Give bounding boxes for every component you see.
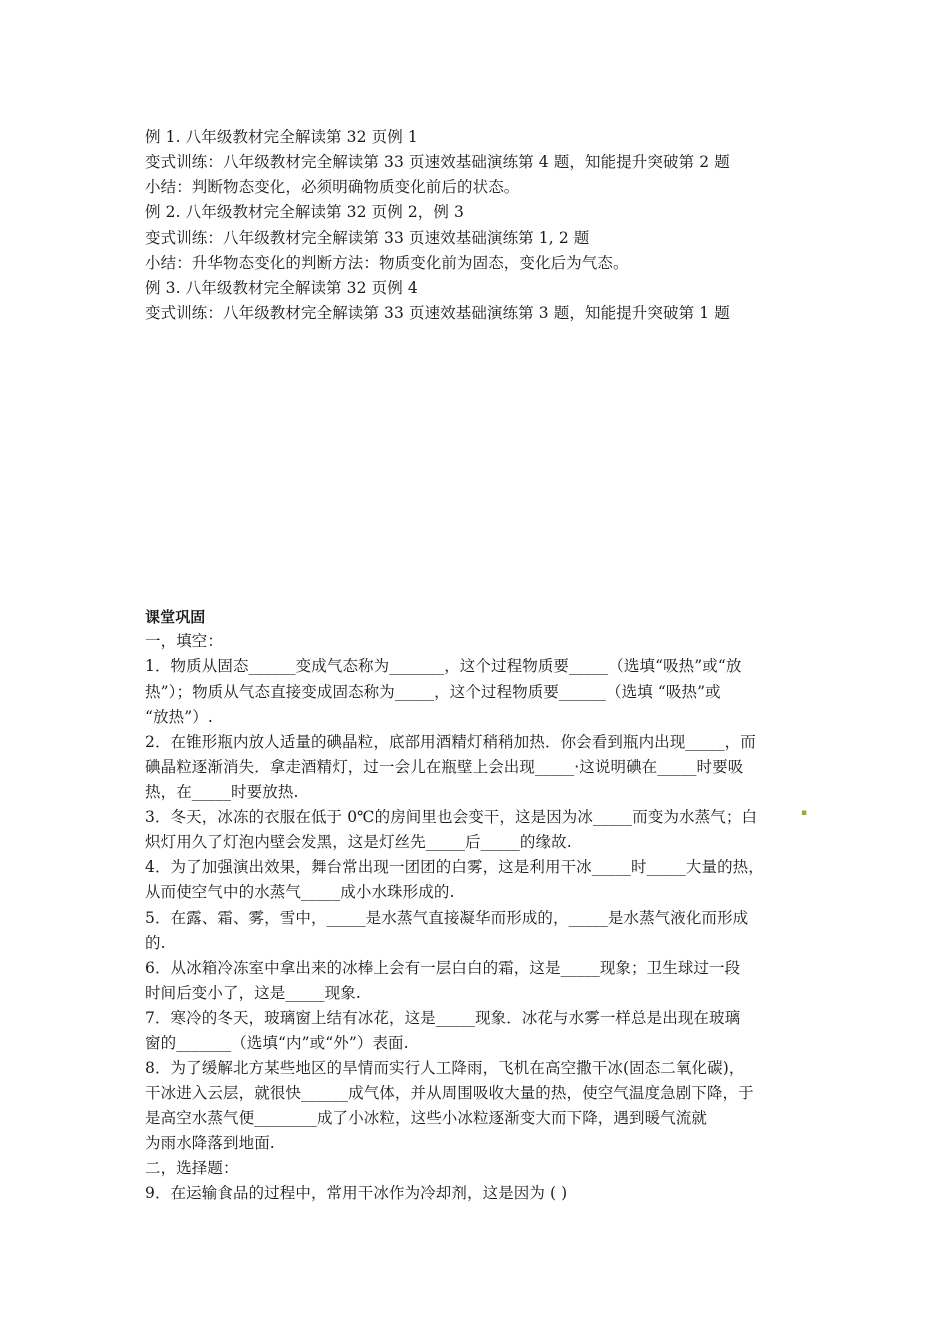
variant-training-1: 变式训练：八年级教材完全解读第 33 页速效基础演练第 4 题，知能提升突破第 2 题 xyxy=(145,153,730,171)
section-title: 课堂巩固 xyxy=(145,608,206,626)
question-5-line-1: 5．在露、霜、雾，雪中，_____是水蒸气直接凝华而形成的，_____是水蒸气液化而形成 xyxy=(145,909,749,927)
question-6-line-1: 6．从冰箱冷冻室中拿出来的冰棒上会有一层白白的霜，这是_____现象；卫生球过一段 xyxy=(145,959,741,977)
variant-training-2: 变式训练：八年级教材完全解读第 33 页速效基础演练第 1, 2 题 xyxy=(145,229,590,247)
question-3-line-2: 炽灯用久了灯泡内壁会发黑，这是灯丝先_____后_____的缘故. xyxy=(145,833,572,851)
question-8-line-3: 是高空水蒸气便________成了小冰粒，这些小冰粒逐渐变大而下降，遇到暖气流就 xyxy=(145,1109,708,1127)
summary-1: 小结：判断物态变化，必须明确物质变化前后的状态。 xyxy=(145,178,520,196)
question-8-line-2: 干冰进入云层，就很快______成气体，并从周围吸收大量的热，使空气温度急剧下降，于 xyxy=(145,1084,754,1102)
question-4-line-2: 从而使空气中的水蒸气_____成小水珠形成的. xyxy=(145,883,455,901)
subsection-multiple-choice: 二，选择题： xyxy=(145,1159,239,1177)
question-6-line-2: 时间后变小了，这是_____现象. xyxy=(145,984,361,1002)
question-4-line-1: 4．为了加强演出效果，舞台常出现一团团的白雾，这是利用干冰_____时_____大量的热， xyxy=(145,858,764,876)
question-1-line-3: “放热”）. xyxy=(145,708,213,726)
question-1-line-2: 热”）；物质从气态直接变成固态称为_____，这个过程物质要______（选填 “吸热”或 xyxy=(145,683,721,701)
question-7-line-1: 7．寒冷的冬天，玻璃窗上结有冰花，这是_____现象．冰花与水雾一样总是出现在玻璃 xyxy=(145,1009,741,1027)
example-2: 例 2. 八年级教材完全解读第 32 页例 2，例 3 xyxy=(145,203,464,221)
question-8-line-1: 8．为了缓解北方某些地区的旱情而实行人工降雨，飞机在高空撒干冰(固态二氧化碳)， xyxy=(145,1059,745,1077)
subsection-fill-in: 一，填空： xyxy=(145,632,224,650)
variant-training-3: 变式训练：八年级教材完全解读第 33 页速效基础演练第 3 题，知能提升突破第 1 题 xyxy=(145,304,730,322)
question-2-line-3: 热，在_____时要放热. xyxy=(145,783,299,801)
question-1-line-1: 1．物质从固态______变成气态称为_______，这个过程物质要_____（选填“吸热”或“放 xyxy=(145,657,742,675)
question-2-line-2: 碘晶粒逐渐消失．拿走酒精灯，过一会儿在瓶壁上会出现_____·这说明碘在_____时要吸 xyxy=(145,758,744,776)
question-8-line-4: 为雨水降落到地面. xyxy=(145,1134,275,1152)
example-3: 例 3. 八年级教材完全解读第 32 页例 4 xyxy=(145,279,418,297)
question-9: 9．在运输食品的过程中，常用干冰作为冷却剂，这是因为 ( ) xyxy=(145,1184,568,1202)
stray-dot-mark: ▪ xyxy=(801,808,808,818)
question-5-line-2: 的. xyxy=(145,934,166,952)
example-1: 例 1. 八年级教材完全解读第 32 页例 1 xyxy=(145,128,418,146)
question-3-line-1: 3．冬天，冰冻的衣服在低于 0℃的房间里也会变干，这是因为冰_____而变为水蒸气；白 xyxy=(145,808,758,826)
question-2-line-1: 2．在锥形瓶内放人适量的碘晶粒，底部用酒精灯稍稍加热．你会看到瓶内出现_____，而 xyxy=(145,733,756,751)
summary-2: 小结：升华物态变化的判断方法：物质变化前为固态，变化后为气态。 xyxy=(145,254,629,272)
question-7-line-2: 窗的_______（选填“内”或“外”）表面. xyxy=(145,1034,409,1052)
